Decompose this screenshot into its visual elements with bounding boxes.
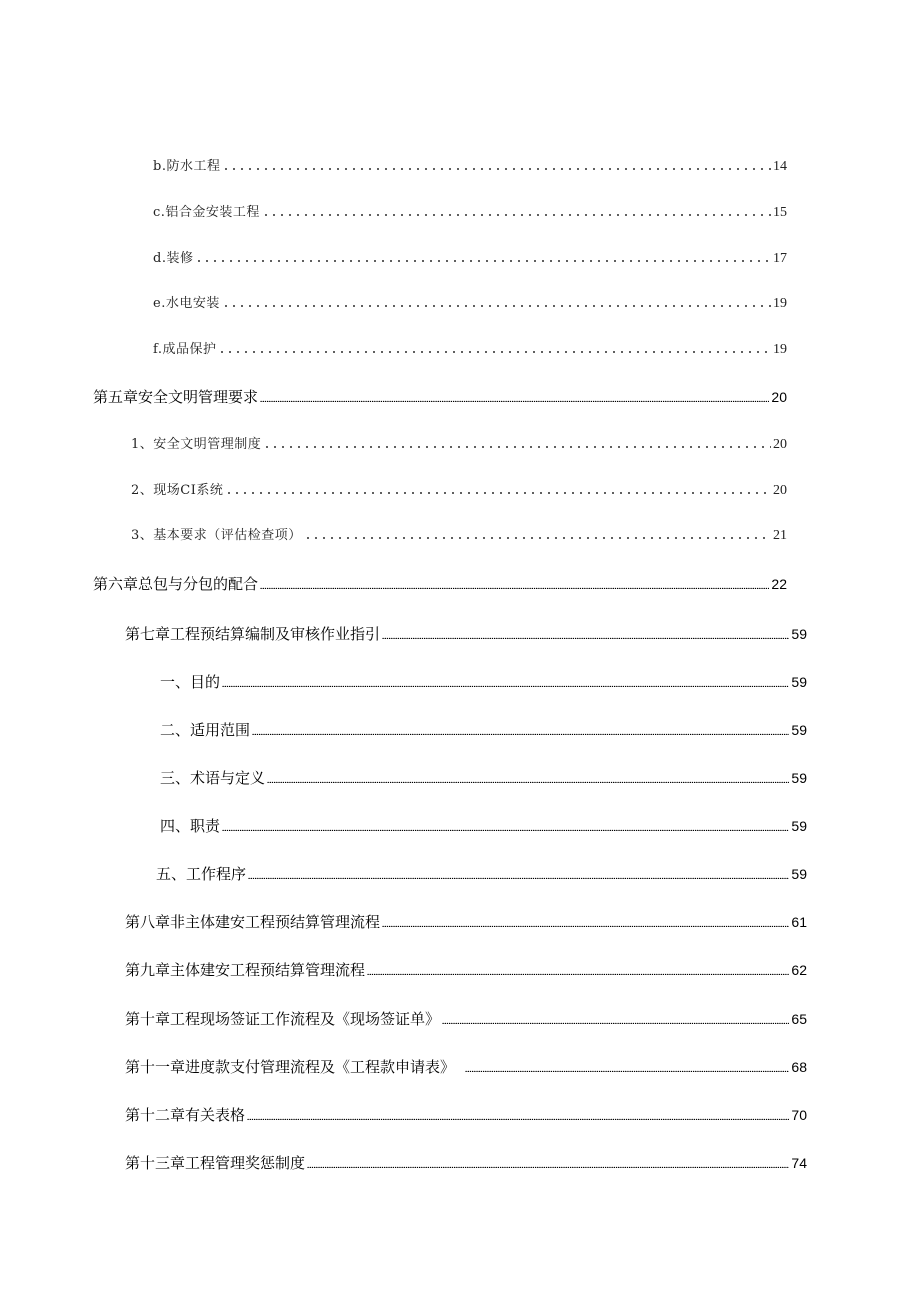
toc-entry-label: e.水电安装 bbox=[153, 296, 220, 311]
toc-entry-label: 1、安全文明管理制度 bbox=[131, 437, 262, 452]
toc-chapter-entry[interactable] bbox=[125, 1152, 807, 1174]
toc-chapter-entry[interactable] bbox=[93, 573, 787, 595]
toc-chapter-entry[interactable] bbox=[125, 911, 807, 933]
toc-entry-label: 3、基本要求（评估检查项） bbox=[131, 528, 302, 543]
toc-entry-page: 20 bbox=[773, 483, 787, 498]
dot-leader bbox=[382, 625, 789, 639]
toc-entry-label: 第六章总包与分包的配合 bbox=[93, 575, 259, 593]
toc-entry-page: 15 bbox=[773, 205, 787, 220]
dot-leader bbox=[260, 388, 769, 402]
toc-entry-label: 第五章安全文明管理要求 bbox=[93, 388, 259, 406]
toc-entry-page: 59 bbox=[791, 722, 807, 738]
toc-entry-label: 三、术语与定义 bbox=[160, 769, 266, 787]
dot-leader bbox=[465, 1058, 789, 1072]
toc-entry-page: 65 bbox=[791, 1011, 807, 1027]
dot-leader bbox=[195, 248, 771, 262]
toc-entry-page: 22 bbox=[771, 576, 787, 592]
toc-entry-page: 21 bbox=[773, 528, 787, 543]
toc-entry-label: 二、适用范围 bbox=[160, 721, 251, 739]
toc-entry-page: 59 bbox=[791, 674, 807, 690]
toc-entry-page: 19 bbox=[773, 342, 787, 357]
toc-chapter-entry[interactable] bbox=[125, 623, 807, 645]
toc-chapter-entry[interactable] bbox=[125, 1008, 807, 1030]
toc-entry[interactable] bbox=[153, 248, 787, 270]
toc-entry[interactable] bbox=[131, 480, 787, 502]
toc-entry-page: 59 bbox=[791, 866, 807, 882]
toc-entry[interactable] bbox=[131, 525, 787, 547]
dot-leader bbox=[225, 480, 771, 494]
toc-entry-page: 68 bbox=[791, 1059, 807, 1075]
toc-entry-label: f.成品保护 bbox=[153, 342, 217, 357]
toc-entry-label: d.装修 bbox=[153, 251, 194, 266]
toc-entry-page: 61 bbox=[791, 914, 807, 930]
toc-entry-page: 62 bbox=[791, 962, 807, 978]
toc-entry-page: 20 bbox=[773, 437, 787, 452]
dot-leader bbox=[218, 339, 771, 353]
dot-leader bbox=[222, 293, 771, 307]
toc-entry[interactable] bbox=[160, 671, 807, 693]
toc-entry[interactable] bbox=[156, 863, 807, 885]
dot-leader bbox=[222, 817, 789, 831]
dot-leader bbox=[260, 575, 769, 589]
dot-leader bbox=[304, 525, 771, 539]
toc-entry-page: 20 bbox=[771, 389, 787, 405]
toc-entry-label: 第十二章有关表格 bbox=[125, 1106, 246, 1124]
toc-entry[interactable] bbox=[160, 767, 807, 789]
toc-entry[interactable] bbox=[153, 339, 787, 361]
dot-leader bbox=[442, 1010, 789, 1024]
dot-leader bbox=[252, 721, 789, 735]
toc-chapter-entry[interactable] bbox=[125, 959, 807, 981]
toc-entry-label: 第九章主体建安工程预结算管理流程 bbox=[125, 961, 366, 979]
toc-entry[interactable] bbox=[160, 719, 807, 741]
toc-entry-label: 第十三章工程管理奖惩制度 bbox=[125, 1154, 306, 1172]
toc-entry[interactable] bbox=[131, 434, 787, 456]
toc-chapter-entry[interactable] bbox=[125, 1056, 807, 1078]
toc-entry-label: b.防水工程 bbox=[153, 159, 221, 174]
dot-leader bbox=[263, 434, 771, 448]
dot-leader bbox=[222, 156, 771, 170]
dot-leader bbox=[222, 673, 789, 687]
toc-entry-page: 70 bbox=[791, 1107, 807, 1123]
toc-entry-label: 一、目的 bbox=[160, 673, 221, 691]
toc-entry-label: 第十章工程现场签证工作流程及《现场签证单》 bbox=[125, 1010, 441, 1028]
toc-entry-page: 59 bbox=[791, 818, 807, 834]
toc-entry-page: 74 bbox=[791, 1155, 807, 1171]
dot-leader bbox=[367, 961, 789, 975]
toc-entry-label: 第十一章进度款支付管理流程及《工程款申请表》 bbox=[125, 1058, 456, 1076]
toc-entry[interactable] bbox=[153, 202, 787, 224]
toc-entry[interactable] bbox=[160, 815, 807, 837]
toc-chapter-entry[interactable] bbox=[93, 386, 787, 408]
toc-entry-label: 五、工作程序 bbox=[156, 865, 247, 883]
toc-entry-page: 17 bbox=[773, 251, 787, 266]
toc-entry[interactable] bbox=[153, 293, 787, 315]
toc-entry[interactable] bbox=[153, 156, 787, 178]
dot-leader bbox=[267, 769, 789, 783]
toc-entry-label: 2、现场CI系统 bbox=[131, 483, 224, 498]
toc-entry-label: c.铝合金安装工程 bbox=[153, 205, 260, 220]
dot-leader bbox=[262, 202, 771, 216]
toc-entry-page: 59 bbox=[791, 770, 807, 786]
toc-entry-page: 14 bbox=[773, 159, 787, 174]
dot-leader bbox=[248, 865, 789, 879]
dot-leader bbox=[247, 1106, 789, 1120]
toc-chapter-entry[interactable] bbox=[125, 1104, 807, 1126]
toc-entry-label: 第八章非主体建安工程预结算管理流程 bbox=[125, 913, 381, 931]
dot-leader bbox=[382, 913, 789, 927]
toc-entry-page: 19 bbox=[773, 296, 787, 311]
toc-entry-page: 59 bbox=[791, 626, 807, 642]
toc-entry-label: 第七章工程预结算编制及审核作业指引 bbox=[125, 625, 381, 643]
dot-leader bbox=[307, 1154, 789, 1168]
toc-entry-label: 四、职责 bbox=[160, 817, 221, 835]
